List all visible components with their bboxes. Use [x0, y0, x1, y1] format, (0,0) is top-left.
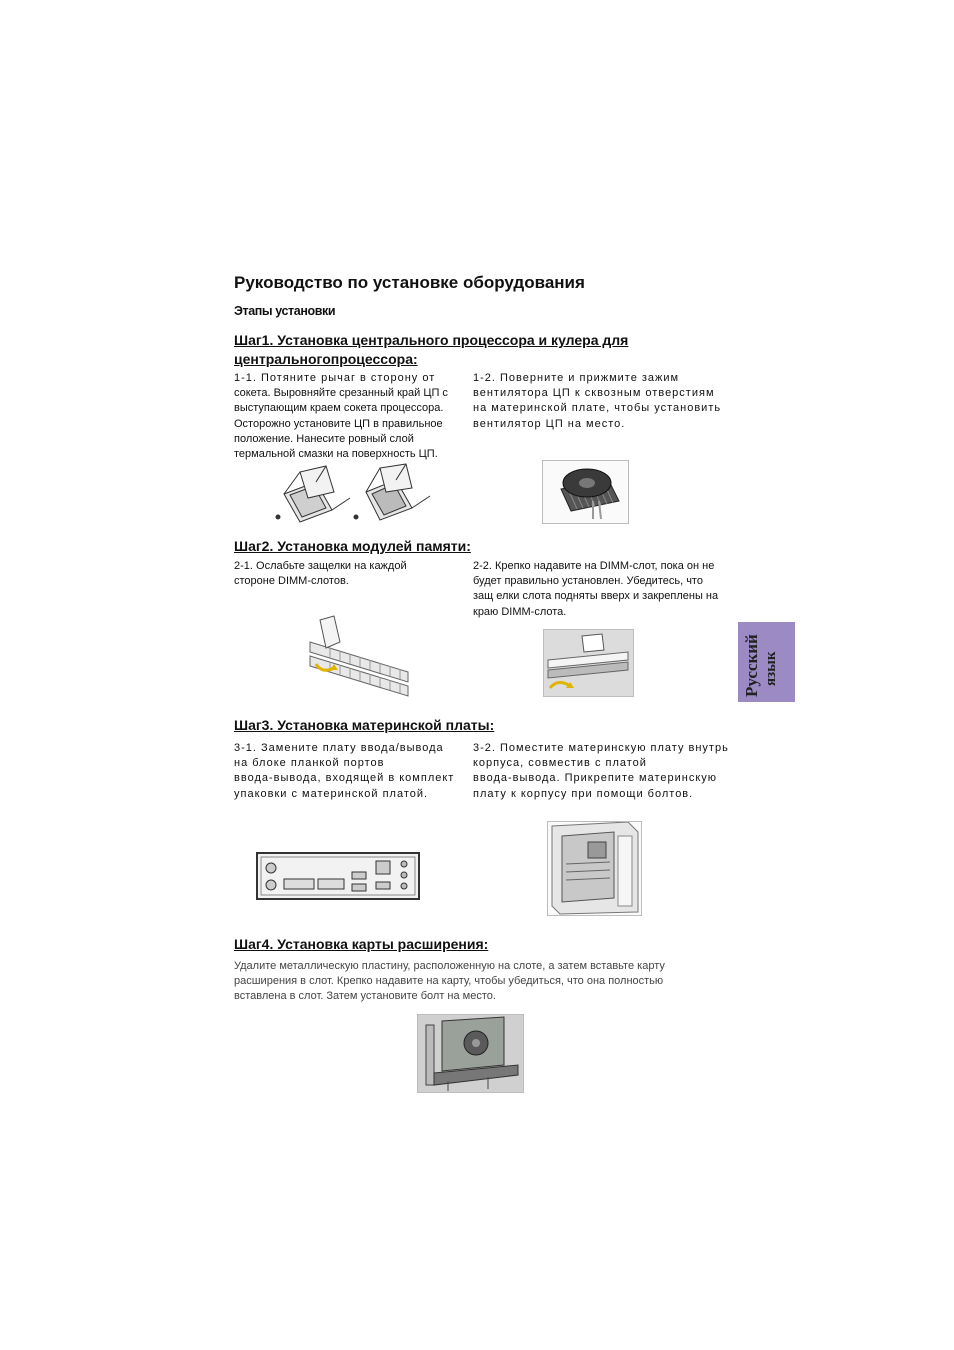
step3-left-line: 3-1. Замените плату ввода/вывода: [234, 742, 444, 754]
step3-right-line: корпуса, совместив с платой: [473, 757, 647, 770]
step1-right-line: вентилятор ЦП на место.: [473, 417, 626, 430]
language-tab: [738, 622, 795, 702]
step4-text: [234, 959, 665, 1005]
page-subtitle: Этапы установки: [234, 304, 336, 318]
step1-right-line: на материнской плате, чтобы установить: [473, 402, 722, 415]
step4-line: Удалите металлическую пластину, расположенную на слоте, а затем вставьте карту: [234, 960, 665, 972]
step3-left-line: упаковки с материнской платой.: [234, 787, 429, 800]
io-shield-illustration: [256, 852, 420, 900]
step2-right-text: [473, 559, 718, 620]
step3-right-line: ввода-вывода. Прикрепите материнскую: [473, 772, 718, 785]
expansion-card-illustration: [417, 1014, 524, 1093]
step1-left-line: сокета. Выровняйте срезанный край ЦП с: [234, 387, 448, 400]
step2-right-line: 2-2. Крепко надавите на DIMM-слот, пока он не: [473, 560, 715, 572]
step1-heading: [234, 331, 628, 369]
step3-left-line: на блоке планкой портов: [234, 757, 385, 770]
step1-left-line: 1-1. Потяните рычаг в сторону от: [234, 372, 436, 384]
step2-left-text: [234, 559, 407, 589]
step3-right-text: [473, 741, 729, 802]
step1-left-line: положение. Нанесите ровный слой: [234, 432, 414, 445]
step1-right-text: [473, 371, 721, 432]
step3-left-text: [234, 741, 454, 802]
dimm-latch-illustration: [300, 612, 412, 698]
step2-right-line: защ елки слота подняты вверх и закреплены на: [473, 590, 719, 603]
language-tab-line2: язык: [763, 651, 779, 686]
step2-heading: Шаг2. Установка модулей памяти:: [234, 538, 471, 554]
step2-right-line: краю DIMM-слота.: [473, 605, 567, 618]
case-motherboard-illustration: [547, 821, 642, 916]
step4-line: вставлена в слот. Затем установите болт на место.: [234, 990, 496, 1003]
step2-right-line: будет правильно установлен. Убедитесь, что: [473, 575, 703, 588]
step3-right-line: плату к корпусу при помощи болтов.: [473, 787, 694, 800]
step3-right-line: 3-2. Поместите материнскую плату внутрь: [473, 742, 729, 754]
step1-heading-line1: Шаг1. Установка центрального процессора и кулера для: [234, 332, 629, 348]
step1-heading-line2: центральногопроцессора:: [234, 351, 418, 367]
cpu-socket-illustration: [270, 462, 435, 524]
language-tab-line1: Русский: [742, 634, 761, 697]
step1-left-line: Осторожно установите ЦП в правильное: [234, 417, 443, 430]
step2-left-line: стороне DIMM-слотов.: [234, 575, 349, 588]
step1-right-line: 1-2. Поверните и прижмите зажим: [473, 372, 680, 384]
page-title: Руководство по установке оборудования: [234, 273, 585, 292]
step3-heading: Шаг3. Установка материнской платы:: [234, 717, 495, 733]
step3-left-line: ввода-вывода, входящей в комплект: [234, 772, 455, 785]
dimm-insert-illustration: [543, 629, 634, 697]
step1-right-line: вентилятора ЦП к сквозным отверстиям: [473, 387, 715, 400]
step4-line: расширения в слот. Крепко надавите на карту, чтобы убедиться, что она полностью: [234, 975, 664, 988]
step1-left-text: [234, 371, 448, 462]
step4-heading: Шаг4. Установка карты расширения:: [234, 936, 489, 952]
step2-left-line: 2-1. Ослабьте защелки на каждой: [234, 560, 407, 572]
cpu-cooler-illustration: [542, 460, 629, 524]
step1-left-line: выступающим краем сокета процессора.: [234, 402, 444, 415]
step1-left-line: термальной смазки на поверхность ЦП.: [234, 448, 438, 461]
